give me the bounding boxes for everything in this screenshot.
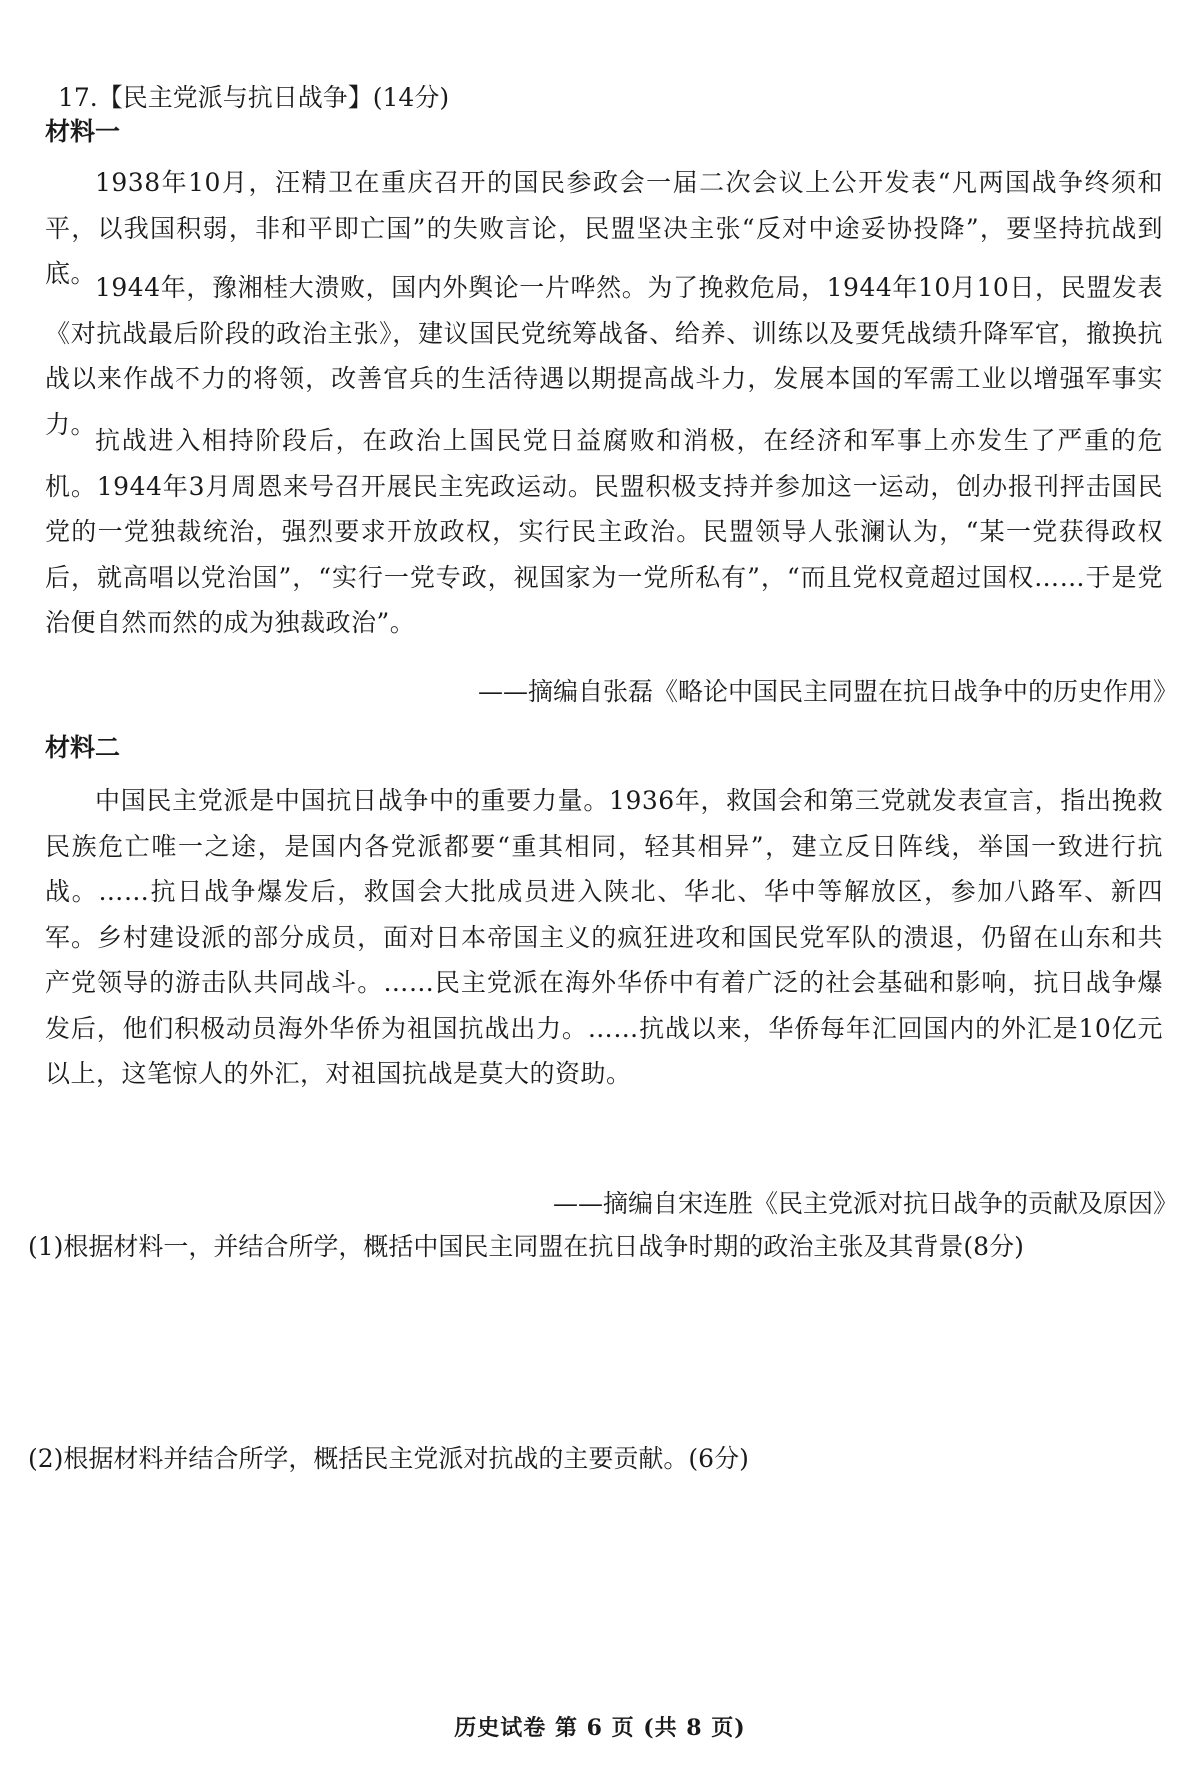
material-1-source: ——摘编自张磊《略论中国民主同盟在抗日战争中的历史作用》: [477, 677, 1178, 706]
question-title: 17.【民主党派与抗日战争】(14分): [58, 83, 450, 112]
page-footer: 历史试卷 第 6 页 (共 8 页): [454, 1715, 746, 1741]
material-2-label: 材料二: [45, 733, 121, 762]
material-2-paragraph-1: 中国民主党派是中国抗日战争中的重要力量。1936年，救国会和第三党就发表宣言，指出挽救民族危亡唯一之途，是国内各党派都要“重其相同，轻其相异”，建立反日阵线，举国一致进行抗战。……抗日战争爆发后，救国会大批成员进入陕北、华北、华中等解放区，参加八路军、新四军。乡村建设派的部分成员，面对日本帝国主义的疯狂进攻和国民党军队的溃退，仍留在山东和共产党领导的游击队共同战斗。……民主党派在海外华侨中有着广泛的社会基础和影响，抗日战争爆发后，他们积极动员海外华侨为祖国抗战出力。……抗战以来，华侨每年汇回国内的外汇是10亿元以上，这笔惊人的外汇，对祖国抗战是莫大的资助。: [45, 786, 1163, 1088]
material-1-paragraph-1: 1938年10月，汪精卫在重庆召开的国民参政会一届二次会议上公开发表“凡两国战争终须和平，以我国积弱，非和平即亡国”的失败言论，民盟坚决主张“反对中途妥协投降”，要坚持抗战到底。: [45, 168, 1163, 288]
material-2-source: ——摘编自宋连胜《民主党派对抗日战争的贡献及原因》: [552, 1189, 1178, 1218]
material-1-paragraph-2: 1944年，豫湘桂大溃败，国内外舆论一片哗然。为了挽救危局，1944年10月10日，民盟发表《对抗战最后阶段的政治主张》，建议国民党统筹战备、给养、训练以及要凭战绩升降军官，撤换抗战以来作战不力的将领，改善官兵的生活待遇以期提高战斗力，发展本国的军需工业以增强军事实力。: [45, 273, 1163, 439]
material-1-paragraph-3: 抗战进入相持阶段后，在政治上国民党日益腐败和消极，在经济和军事上亦发生了严重的危机。1944年3月周恩来号召开展民主宪政运动。民盟积极支持并参加这一运动，创办报刊抨击国民党的一党独裁统治，强烈要求开放政权，实行民主政治。民盟领导人张澜认为，“某一党获得政权后，就高唱以党治国”，“实行一党专政，视国家为一党所私有”，“而且党权竟超过国权……于是党治便自然而然的成为独裁政治”。: [45, 426, 1163, 637]
material-1-label: 材料一: [45, 117, 121, 146]
sub-question-1: (1)根据材料一，并结合所学，概括中国民主同盟在抗日战争时期的政治主张及其背景(8分): [28, 1232, 1024, 1261]
sub-question-2: (2)根据材料并结合所学，概括民主党派对抗战的主要贡献。(6分): [28, 1444, 749, 1473]
